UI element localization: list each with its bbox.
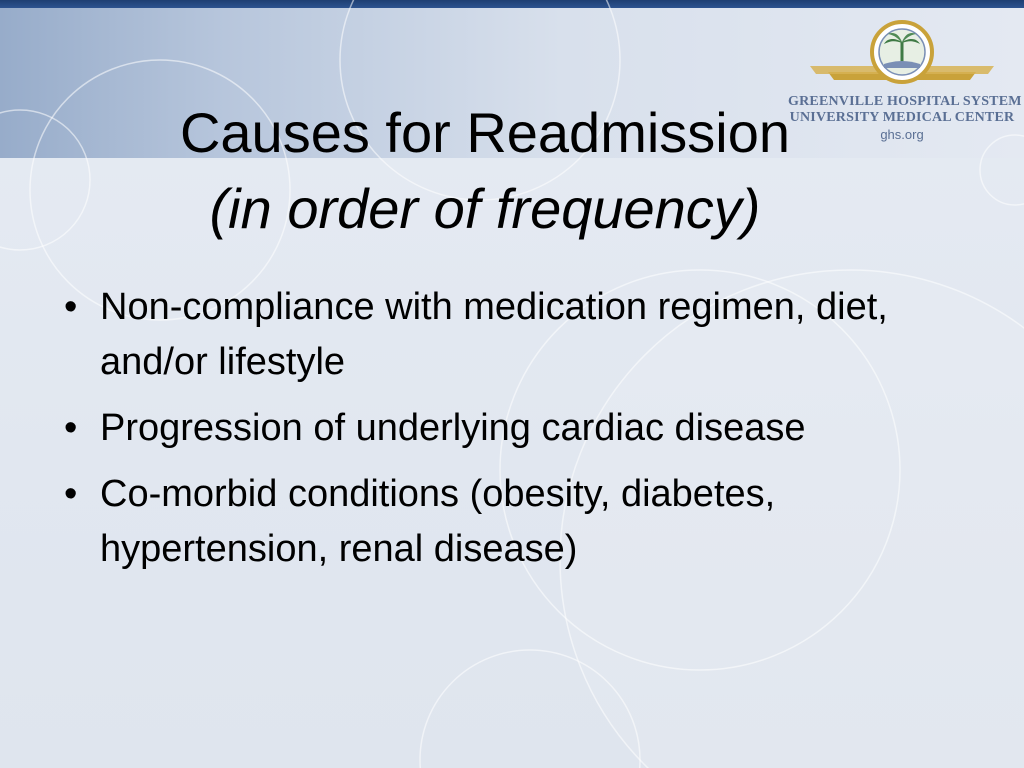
bullet-item — [58, 280, 958, 390]
bullet-dot-icon: • — [64, 407, 78, 449]
bullet-item — [58, 401, 958, 456]
logo-line-2: UNIVERSITY MEDICAL CENTER — [789, 110, 1015, 125]
logo-url: ghs.org — [880, 127, 924, 142]
bullet-list — [58, 280, 958, 588]
bullet-text: Progression of underlying cardiac disease — [100, 407, 806, 449]
bullet-text: Non-compliance with medication regimen, diet, and/or lifestyle — [100, 286, 888, 383]
logo-line-1: GREENVILLE HOSPITAL SYSTEM — [788, 94, 1022, 109]
bullet-text: Co-morbid conditions (obesity, diabetes, hypertension, renal disease) — [100, 473, 776, 570]
bullet-dot-icon: • — [64, 286, 78, 328]
bullet-dot-icon: • — [64, 473, 78, 515]
slide-title: Causes for Readmission — [179, 101, 791, 164]
slide-subtitle: (in order of frequency) — [209, 177, 761, 240]
bullet-item — [58, 467, 958, 577]
hospital-seal-icon — [788, 20, 1016, 94]
